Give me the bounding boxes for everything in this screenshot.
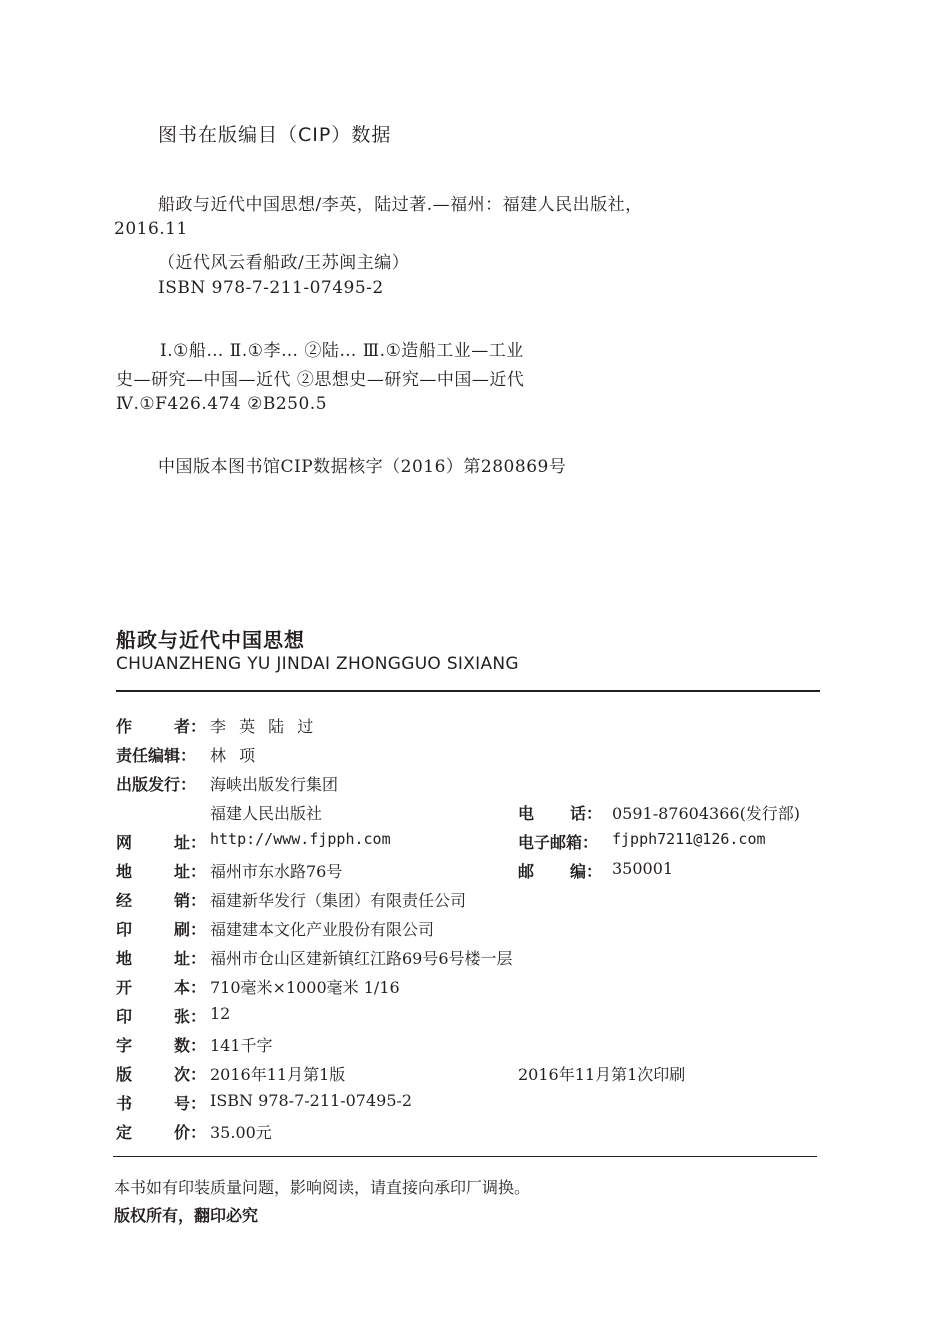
edition-value: 2016年11月第1版 <box>210 1065 346 1084</box>
quality-notice: 本书如有印装质量问题，影响阅读，请直接向承印厂调换。 <box>114 1178 531 1197</box>
book-title-zh: 船政与近代中国思想 <box>116 628 305 652</box>
email-value: fjpph7211@126.com <box>612 830 766 848</box>
cip-subject-line-2: 史—研究—中国—近代 ②思想史—研究—中国—近代 <box>116 370 525 390</box>
publisher-label: 出版发行： <box>116 775 197 794</box>
distributor-label: 经 销： <box>116 891 206 910</box>
sheets-label: 印 张： <box>116 1007 206 1026</box>
publisher-value-2: 福建人民出版社 <box>210 804 323 823</box>
postcode-value: 350001 <box>612 859 674 878</box>
address-value: 福州市东水路76号 <box>210 862 343 881</box>
printing-value: 2016年11月第1次印刷 <box>518 1065 686 1084</box>
sheets-value: 12 <box>210 1004 231 1023</box>
cip-record-number: 中国版本图书馆CIP数据核字（2016）第280869号 <box>158 457 567 477</box>
distributor-value: 福建新华发行（集团）有限责任公司 <box>210 891 467 910</box>
editor-value: 林 项 <box>210 746 260 765</box>
website-value: http://www.fjpph.com <box>210 830 391 848</box>
word-count-label: 字 数： <box>116 1036 206 1055</box>
publisher-value: 海峡出版发行集团 <box>210 775 339 794</box>
cip-isbn: ISBN 978-7-211-07495-2 <box>158 278 384 298</box>
cip-bibliographic-line: 船政与近代中国思想/李英，陆过著.—福州：福建人民出版社， <box>158 195 643 215</box>
author-value: 李 英 陆 过 <box>210 717 318 736</box>
email-label: 电子邮箱： <box>518 833 599 852</box>
cip-heading: 图书在版编目（CIP）数据 <box>158 124 392 146</box>
printer-address-value: 福州市仓山区建新镇红江路69号6号楼一层 <box>210 949 513 968</box>
price-label: 定 价： <box>116 1123 206 1142</box>
postcode-label: 邮 编： <box>518 862 602 881</box>
divider-top <box>116 690 820 692</box>
website-label: 网 址： <box>116 833 206 852</box>
printer-address-label: 地 址： <box>116 949 206 968</box>
cip-classification: Ⅳ.①F426.474 ②B250.5 <box>116 394 328 414</box>
phone-value: 0591-87604366(发行部) <box>612 804 801 823</box>
copyright-notice: 版权所有，翻印必究 <box>114 1206 259 1225</box>
author-label: 作 者： <box>116 717 206 736</box>
editor-label: 责任编辑： <box>116 746 197 765</box>
address-label: 地 址： <box>116 862 206 881</box>
book-title-en: CHUANZHENG YU JINDAI ZHONGGUO SIXIANG <box>116 654 519 674</box>
edition-label: 版 次： <box>116 1065 206 1084</box>
isbn-value: ISBN 978-7-211-07495-2 <box>210 1091 413 1110</box>
cip-subject-line: Ⅰ.①船… Ⅱ.①李… ②陆… Ⅲ.①造船工业—工业 <box>160 341 524 361</box>
word-count-value: 141千字 <box>210 1036 273 1055</box>
isbn-label: 书 号： <box>116 1094 206 1113</box>
price-value: 35.00元 <box>210 1123 272 1142</box>
printer-value: 福建建本文化产业股份有限公司 <box>210 920 435 939</box>
divider-bottom <box>113 1156 817 1157</box>
format-label: 开 本： <box>116 978 206 997</box>
cip-publication-date: 2016.11 <box>114 219 188 239</box>
phone-label: 电 话： <box>518 804 602 823</box>
printer-label: 印 刷： <box>116 920 206 939</box>
cip-series: （近代风云看船政/王苏闽主编） <box>158 253 410 273</box>
format-value: 710毫米×1000毫米 1/16 <box>210 978 400 997</box>
